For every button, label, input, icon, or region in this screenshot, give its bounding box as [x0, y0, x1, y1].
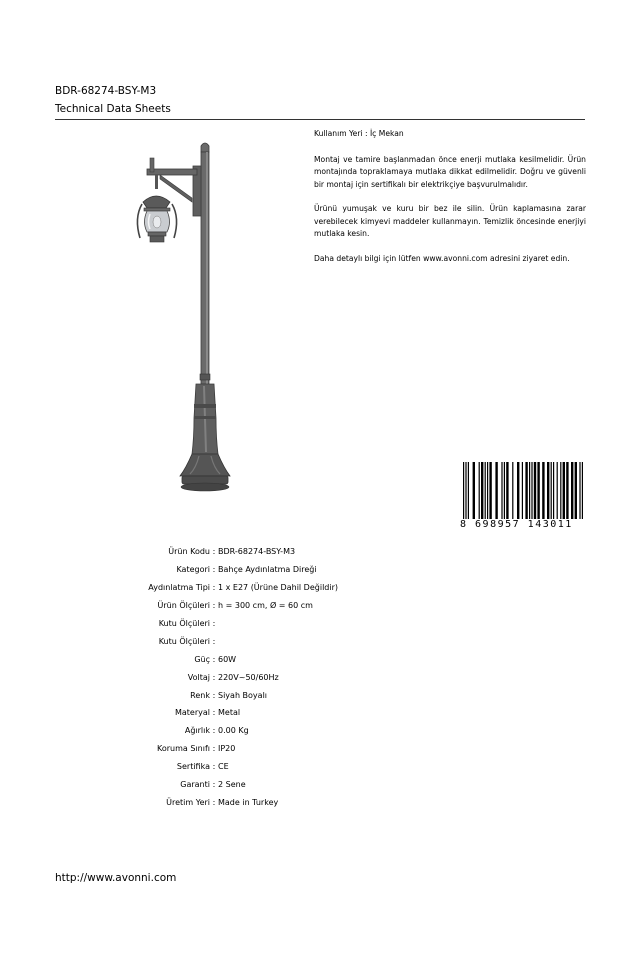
- website-note: Daha detaylı bilgi için lütfen www.avonni.com adresini ziyaret edin.: [314, 253, 570, 263]
- spec-separator: :: [212, 547, 216, 557]
- spec-row-origin: [100, 793, 400, 811]
- spec-label: Garanti: [180, 780, 210, 790]
- spec-label: Sertifika: [176, 762, 210, 772]
- cleaning-instructions: Ürünü yumuşak ve kuru bir bez ile silin. Ürün kaplamasına zarar verebilecek kimyevi maddeler kullanmayın. Temizlik öncesinde enerjiyi mutlaka kesin.: [314, 204, 586, 238]
- document-subtitle: Technical Data Sheets: [55, 103, 171, 115]
- spec-row-product-dimensions: [100, 597, 400, 615]
- spec-value: IP20: [218, 744, 236, 754]
- spec-row-lighting-type: [100, 579, 400, 597]
- usage-info: [314, 128, 586, 277]
- spec-label: Renk: [190, 690, 210, 700]
- spec-label: Voltaj: [187, 672, 210, 682]
- spec-separator: :: [212, 708, 216, 718]
- spec-label: Güç: [194, 654, 210, 664]
- spec-label: Aydınlatma Tipi: [148, 583, 210, 593]
- spec-label: Ağırlık: [184, 726, 210, 736]
- spec-separator: :: [212, 565, 216, 575]
- spec-table: [100, 543, 400, 811]
- spec-value: 1 x E27 (Ürüne Dahil Değildir): [218, 583, 338, 593]
- spec-label: Ürün Kodu: [168, 547, 210, 557]
- spec-separator: :: [212, 654, 216, 664]
- spec-value: 2 Sene: [218, 780, 246, 790]
- installation-warning: Montaj ve tamire başlanmadan önce enerji mutlaka kesilmelidir. Ürün montajında topraklamaya mutlaka dikkat edilmelidir. Doğru ve güvenli bir montaj için sertifikalı bir elektrikçiye başvurulmalıdır.: [314, 154, 586, 189]
- spec-value: 0.00 Kg: [218, 726, 249, 736]
- spec-separator: :: [212, 583, 216, 593]
- spec-separator: :: [212, 726, 216, 736]
- barcode-number: 8 698957 143011: [460, 519, 586, 530]
- spec-value: h = 300 cm, Ø = 60 cm: [218, 601, 313, 611]
- spec-label: Materyal: [174, 708, 210, 718]
- spec-separator: :: [212, 744, 216, 754]
- spec-value: Siyah Boyalı: [218, 690, 268, 700]
- spec-row-certificate: [100, 758, 400, 776]
- spec-row-box-dimensions-2: [100, 632, 400, 650]
- spec-row-warranty: [100, 776, 400, 794]
- spec-row-voltage: [100, 668, 400, 686]
- footer-url[interactable]: http://www.avonni.com: [55, 872, 177, 884]
- spec-row-color: [100, 686, 400, 704]
- garden-lamp-post-illustration: [120, 138, 250, 500]
- spec-label: Üretim Yeri: [166, 797, 210, 807]
- spec-label: Ürün Ölçüleri: [157, 601, 210, 611]
- spec-row-box-dimensions-1: [100, 615, 400, 633]
- spec-separator: :: [212, 601, 216, 611]
- spec-label: Kutu Ölçüleri: [158, 619, 210, 628]
- spec-row-product-code: [100, 543, 400, 561]
- spec-row-power: [100, 650, 400, 668]
- spec-separator: :: [212, 672, 216, 682]
- spec-separator: :: [212, 762, 216, 772]
- product-image: [120, 138, 250, 500]
- spec-value: CE: [218, 762, 229, 772]
- spec-value: Bahçe Aydınlatma Direği: [218, 565, 317, 575]
- spec-value: Made in Turkey: [218, 797, 279, 807]
- spec-row-material: [100, 704, 400, 722]
- spec-separator: :: [212, 797, 216, 807]
- spec-value: Metal: [218, 708, 241, 718]
- spec-separator: :: [212, 619, 216, 628]
- spec-value: 60W: [218, 654, 237, 664]
- spec-label: Kutu Ölçüleri: [158, 636, 210, 646]
- spec-value: BDR-68274-BSY-M3: [218, 547, 296, 557]
- usage-location: Kullanım Yeri : İç Mekan: [314, 129, 404, 138]
- spec-separator: :: [212, 690, 216, 700]
- spec-separator: :: [212, 636, 216, 646]
- spec-label: Koruma Sınıfı: [157, 744, 210, 754]
- spec-label: Kategori: [176, 565, 210, 575]
- spec-row-category: [100, 561, 400, 579]
- product-code-header: BDR-68274-BSY-M3: [55, 85, 157, 97]
- spec-row-protection-class: [100, 740, 400, 758]
- spec-value: 220V~50/60Hz: [218, 672, 279, 682]
- spec-separator: :: [212, 780, 216, 790]
- spec-row-weight: [100, 722, 400, 740]
- header-divider: [55, 119, 585, 120]
